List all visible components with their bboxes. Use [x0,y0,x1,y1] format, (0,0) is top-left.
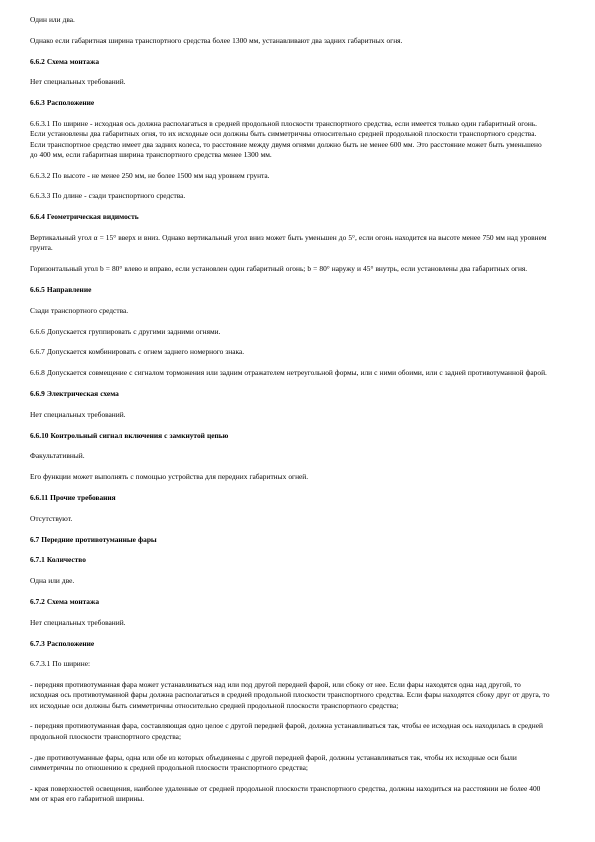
paragraph: Однако если габаритная ширина транспортного средства более 1300 мм, устанавливают два задних габаритных огня. [30,35,403,45]
section-heading: 6.7.2 Схема монтажа [30,596,100,606]
paragraph: 6.6.3.3 По длине - сзади транспортного средства. [30,191,186,201]
section-heading: 6.6.10 Контрольный сигнал включения с замкнутой цепью [30,430,229,440]
paragraph: Факультативный. [30,451,85,461]
paragraph: 6.6.7 Допускается комбинировать с огнем заднего номерного знака. [30,347,245,357]
section-heading: 6.6.11 Прочие требования [30,492,116,502]
paragraph: 6.6.6 Допускается группировать с другими задними огнями. [30,326,221,336]
section-heading: 6.7.1 Количество [30,555,86,565]
paragraph: 6.7.3.1 По ширине: [30,659,91,669]
paragraph: Вертикальный угол α = 15° вверх и вниз. Однако вертикальный угол вниз может быть уменьшен до 5°, если огонь находится на высоте менее 750 мм над уровнем грунта. [30,233,547,253]
section-heading: 6.7.3 Расположение [30,638,95,648]
paragraph: Его функции может выполнять с помощью устройства для передних габаритных огней. [30,472,309,482]
paragraph: 6.6.8 Допускается совмещение с сигналом торможения или задним отражателем нетреугольной формы, или с ними обоими, или с задней противотуманной фарой. [30,368,547,378]
paragraph: Сзади транспортного средства. [30,305,129,315]
paragraph: Нет специальных требований. [30,409,126,419]
paragraph: 6.6.3.1 По ширине - исходная ось должна располагаться в средней продольной плоскости транспортного средства, если имеется только один габаритный огонь. Если установлены два габаритных огня, то их исходные оси должны быть симметричны относительно средней продольной плоскости транспортного средства. Если транспортное средство имеет два задних колеса, то расстояние между двумя огнями должно быть не менее 600 мм. Это расстояние может быть уменьшено до 400 мм, если габаритная ширина транспортного средства менее 1300 мм. [30,118,542,159]
paragraph: Отсутствуют. [30,513,73,523]
paragraph: Горизонтальный угол b = 80° влево и вправо, если установлен один габаритный огонь; b = 80° наружу и 45° внутрь, если установлены два габаритных огня. [30,264,528,274]
section-heading: 6.6.5 Направление [30,284,92,294]
paragraph: Нет специальных требований. [30,617,126,627]
paragraph: Один или два. [30,15,75,24]
section-heading: 6.6.2 Схема монтажа [30,56,100,66]
section-heading: 6.6.9 Электрическая схема [30,388,119,398]
section-heading: 6.6.3 Расположение [30,98,95,108]
paragraph: - две противотуманные фары, одна или обе из которых объединены с другой передней фарой, должны устанавливаться так, чтобы их исходные оси были симметричны по отношению к средней продольной плоскости транспортного средства; [30,752,517,772]
paragraph: Нет специальных требований. [30,77,126,87]
section-heading: 6.6.4 Геометрическая видимость [30,212,139,222]
paragraph: 6.6.3.2 По высоте - не менее 250 мм, не более 1500 мм над уровнем грунта. [30,170,270,180]
paragraph: Одна или две. [30,576,75,586]
paragraph: - края поверхностей освещения, наиболее удаленные от средней продольной плоскости транспортного средства, должны находиться на расстоянии не более 400 мм от края его габаритной ширины. [30,783,541,803]
paragraph: - передняя противотуманная фара, составляющая одно целое с другой передней фарой, должна устанавливаться так, чтобы ее исходная ось находилась в средней продольной плоскости транспортного средства; [30,721,543,741]
paragraph: - передняя противотуманная фара может устанавливаться над или под другой передней фарой, или сбоку от нее. Если фары находятся одна над другой, то исходная ось противотуманной фары должна располагаться в средней продольной плоскости транспортного средства. Если фары находятся сбоку друг от друга, то их исходные оси должны быть симметричны относительно средней продольной плоскости транспортного средства; [30,680,550,710]
section-heading: 6.7 Передние противотуманные фары [30,534,157,544]
